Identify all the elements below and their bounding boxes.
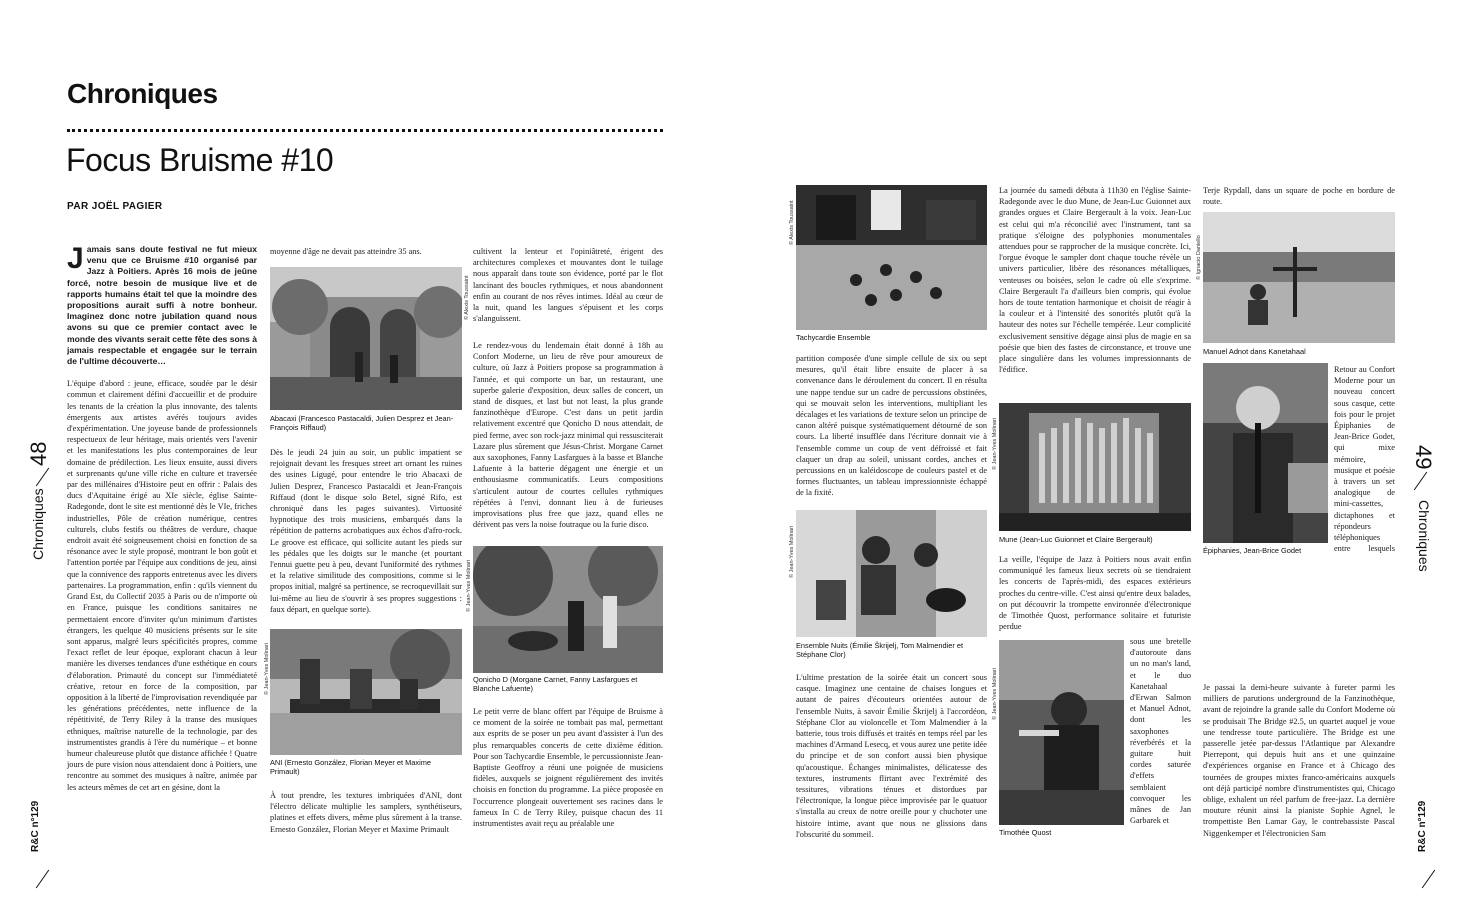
lead-paragraph [67, 244, 257, 367]
page-number-slash-right [1414, 472, 1427, 491]
magazine-issue-right: R&C n°129 [1417, 800, 1428, 852]
dropcap: J [67, 242, 84, 275]
lead-text: amais sans doute festival ne fut mieux venu que ce Bruisme #10 organisé par Jazz à Poitiers. Après 16 mois de jeûne forcé, notre besoin de musique live et de rapports humains était tel que la moindre des propositions aurait suffi à notre bonheur. Imaginez donc notre jubilation quand nous avons su que ce premier contact avec le monde des vivants serait cette fête des sons à jamais respectable et engagée sur le terrain de l'ultime découverte… [67, 244, 257, 367]
photo-qonicho-caption: Qonicho D (Morgane Carnet, Fanny Lasfargues et Blanche Lafuente) [473, 675, 638, 694]
photo-kanetahaal [1203, 212, 1395, 343]
magazine-issue: R&C n°129 [30, 800, 41, 852]
column-1 [67, 244, 257, 804]
column-1-paragraph: L'équipe d'abord : jeune, efficace, soudée par le désir commun et clairement défini d'accueillir et de produire les tenants de la création la plus innovante, des talents émergents aux artistes avérés toujours avides d'expérimentation. Une joyeuse bande de professionnels respectueux de leur héritage, mais orientés vers l'avenir et les manifestations les plus contemporaines de leur domaine de prédilection. Les lieux ensuite, aussi divers et surprenants qu'une ville riche en culture et traversée par des millénaires d'Histoire peut en offrir : Palais des ducs d'Aquitaine érigé au XIe siècle, église Sainte-Radegonde, dont le site est mentionné dès le VIe, friches industrielles, Pôle de création numérique, centres culturels, clubs festifs ou théâtres de verdure, chaque endroit avait été soigneusement choisi en fonction de sa résonance avec le style proposé, montrant le bon goût et l'attention portée par l'équipe aux conditions de jeu, ainsi que la connivence des rapports entretenus avec les divers partenaires. La programmation, enfin : qu'ils viennent du Grand Est, du Collectif 2035 à Paris ou de n'importe où en France, puisque les conditions sanitaires ne permettaient encore d'inviter qu'un minimum d'artistes étrangers, les quelque 40 musiciens présents sur le site sont apparus, malgré leurs spécificités propres, comme l'exact reflet de leur époque, explorant chacun à leur manière les diverses tendances d'une esthétique en cours d'élaboration. Primauté du concept sur l'immédiateté créative, retour en force de la composition, par opposition à la liberté de l'improvisation revendiquée par les générations précédentes, nette influence de la répétitivité, de Terry Riley à la transe des musiques ethniques, maîtrise naturelle de la technologie, par des instrumentistes grandis à l'ère du numérique – et bonne humeur chaleureuse plutôt que distance affichée ! Quatre jours de pure vision nous attendaient donc à Poitiers, une rencontre au sommet des musiques à naître, animée par les acteurs mêmes de cet art en gésine, dont la [67, 379, 257, 792]
column-4-paragraph-1: partition composée d'une simple cellule de six ou sept mesures, qu'il était libre ensuite de placer à sa convenance dans le déroulement du concert. Il en résulta une nappe tendue sur un cadre de percussions obstinées, qui se mouvait selon les interventions, multipliant les décalages et les variations de texture selon un principe de canon altéré puisque systématiquement détourné de son cours. La liberté insufflée dans l'écriture donnait vie à l'ensemble comme un coup de vent défroissé et fait claquer un drap au soleil, unissant cordes, anches et percussions en un kaléidoscope de couleurs pastel et de formes fluctuantes, un tableau impressionniste échappé de la fixité. [796, 354, 987, 498]
photo-timothee-quost [999, 640, 1124, 825]
page-number-right: 49 [1411, 445, 1436, 470]
photo-tachycardie-caption: Tachycardie Ensemble [796, 333, 871, 342]
photo-epiphanies [1203, 363, 1328, 543]
photo-mune [999, 403, 1191, 531]
column-5-narrow: sous une bretelle d'autoroute dans un no man's land, et le duo Kanetahaal d'Erwan Salmon et Manuel Adnot, dont les saxophones réverbérés et la guitare huit cordes saturée d'effets semblaient convoquer les mânes de Jan Garbarek et [1130, 637, 1191, 826]
page-number: 48 [26, 441, 51, 466]
photo-tachycardie-credit: © Alexis Toussaint [789, 200, 795, 245]
column-2-bottom: À tout prendre, les textures imbriquées d'ANI, dont l'électro délicate multiplie les samplers, synthétiseurs, platines et effets divers, même plus sûrement à la transe. Ernesto González, Florian Meyer et Maxime Primault [270, 791, 462, 834]
photo-abacaxi [270, 267, 462, 410]
photo-timothee-caption: Timothée Quost [999, 828, 1052, 837]
column-6-top: Terje Rypdall, dans un square de poche en bordure de route. [1203, 186, 1395, 207]
page-number-slash [36, 468, 49, 487]
column-4-paragraph-2: L'ultime prestation de la soirée était un concert sous casque. Imaginez une centaine de chaises longues et autant de paires d'écouteurs orientées autour de l'ensemble Nuits, à savoir Émilie Škrijelj à l'accordéon, Stéphane Clor au violoncelle et Tom Malmendier à la batterie, tous trois diffusés et traités en temps réel par les machines d'Armand Lesecq, et vous aurez une petite idée du principe et de son confort aussi bien physique qu'acoustique. Échanges minimalistes, délicatesse des textures, instruments flirtant avec l'extrémité des tessitures, vibrations ténues et distordues par l'électronique, la longue pièce improvisée par le quatuor s'installa au creux de notre oreille pour y chuchoter une histoire intime, avant que nous ne glissions dans l'obscurité du sommeil. [796, 673, 987, 839]
side-section-label-right: Chroniques [1416, 500, 1432, 572]
column-3-paragraph-1: cultivent la lenteur et l'opiniâtreté, érigent des architectures complexes et mouvantes dont le tuilage nous apparaît dans toute son évidence, porté par le flot lancinant des boucles rythmiques, et nous abandonnent enfin au courant de nos rêves intimes. Idéal au cœur de la nuit, quand les langues s'épuisent et les corps s'alanguissent. [473, 247, 663, 324]
photo-abacaxi-caption: Abacaxi (Francesco Pastacaldi, Julien Desprez et Jean-François Riffaud) [270, 414, 454, 433]
title-divider [67, 129, 663, 132]
photo-abacaxi-credit: © Alexis Toussaint [464, 275, 470, 320]
photo-ani-caption: ANI (Ernesto González, Florian Meyer et Maxime Primault) [270, 758, 432, 777]
column-2-paragraph: Dès le jeudi 24 juin au soir, un public impatient se rejoignait devant les fresques street art ornant les ruines des usines Ligugé, pour entendre le trio Abacaxi de Julien Desprez, Francesco Pastacaldi et Jean-François Riffaud (dont le disque solo Betel, signé Rifo, est chroniqué dans les pages suivantes). Virtuosité hypnotique des trois musiciens, embarqués dans la répétition de patterns acrobatiques aux échos d'afro-rock. Le groove est efficace, qui sollicite autant les pieds sur les pédales que les doigts sur le manche (et pourtant l'ennui guette peu à peu, devant l'uniformité des rythmes et la relative similitude des compositions, comme si le propos initial, malgré sa pertinence, se recroquevillait sur lui-même au lieu de s'ouvrir à ses propres suggestions : faux départ, en quelque sorte). [270, 448, 462, 614]
photo-ensemble-nuits-caption: Ensemble Nuits (Émilie Škrijelj, Tom Malmendier et Stéphane Clor) [796, 641, 964, 660]
photo-mune-caption: Mune (Jean-Luc Guionnet et Claire Bergerault) [999, 535, 1153, 544]
column-3-paragraph-2: Le rendez-vous du lendemain était donné à 18h au Confort Moderne, un lieu de rêve pour amoureux de culture, où Jazz à Poitiers propose sa programmation à l'année, et qui comporte un bar, un restaurant, une superbe galerie d'exposition, deux salles de concert, un stand de disques, et last but not least, la plus grande fanzinothèque d'Europe. C'est dans un petit jardin relativement excentré que Qonicho D nous attendait, de pied ferme, avec son rock-jazz minimal qui ressusciterait Lazare plus sûrement que Jésus-Christ. Morgane Carnet aux saxophones, Fanny Lasfargues à la basse et Blanche Lafuente à la batterie dégagent une énergie et un enthousiasme communicatifs. Leurs compositions s'articulent autour de courtes cellules rythmiques répétées à l'envi, donnant lieu à de furieuses improvisations plus free que jazz, quand elles ne dérivent pas vers la noise foutraque ou la furie disco. [473, 341, 663, 530]
photo-ensemble-nuits [796, 510, 987, 637]
photo-epiphanies-caption: Épiphanies, Jean-Brice Godet [1203, 546, 1302, 555]
column-6-narrow: Retour au Confort Moderne pour un nouveau concert sous casque, cette fois pour le projet Épiphanies de Jean-Brice Godet, qui mixe mémoire, musique et poésie à travers un set analogique de mini-cassettes, dictaphones et répondeurs téléphoniques entre lesquels [1334, 365, 1395, 554]
column-5-paragraph-2: La veille, l'équipe de Jazz à Poitiers nous avait enfin communiqué les fameux lieux secrets où se tiendraient les concerts de l'après-midi, des espaces extérieurs proches du centre-ville. C'est ainsi qu'entre deux balades, on put découvrir la trompette environnée d'électronique de Timothée Quost, performance solitaire et futuriste perdue [999, 555, 1191, 632]
photo-kanetahaal-credit: © Ignacio Daniello [1196, 235, 1202, 280]
photo-tachycardie [796, 185, 987, 330]
article-byline: PAR JOËL PAGIER [67, 201, 163, 212]
side-section-label: Chroniques [30, 488, 46, 560]
footer-slash [36, 870, 49, 889]
photo-mune-credit: © Jean-Yves Molinari [992, 417, 998, 470]
photo-ani-credit: © Jean-Yves Molinari [264, 642, 270, 695]
photo-timothee-credit: © Jean-Yves Molinari [992, 667, 998, 720]
column-2-top: moyenne d'âge ne devait pas atteindre 35 ans. [270, 247, 422, 256]
section-title: Chroniques [67, 78, 218, 109]
footer-slash-right [1422, 870, 1435, 889]
photo-qonicho-credit: © Jean-Yves Molinari [466, 559, 472, 612]
photo-ensemble-nuits-credit: © Jean-Yves Molinari [789, 525, 795, 578]
column-6-paragraph-2: Je passai la demi-heure suivante à fureter parmi les milliers de parutions underground de la Fanzinothèque, avant de rejoindre la grande salle du Confort Moderne où se produisait The Bridge #2.5, un quartet auquel je voue une tendresse toute particulière. The Bridge est une passerelle jetée par-dessus l'Atlantique par Alexandre Pierrepont, qui depuis huit ans et une quinzaine d'expériences organise en France et à Chicago des tournées de groupes mixtes franco-américains auxquels ont déjà participé nombre d'instrumentistes qui, Chicago oblige, exhalent un réel parfum de free-jazz. La dernière mouture réunit ainsi la pianiste Sophie Agnel, le trompettiste Ben Lamar Gay, le contrebassiste Pascal Niggenkemper et l'électronicien Sam [1203, 683, 1395, 838]
photo-kanetahaal-caption: Manuel Adnot dans Kanetahaal [1203, 347, 1306, 356]
article-title: Focus Bruisme #10 [66, 142, 334, 178]
column-5-paragraph-1: La journée du samedi débuta à 11h30 en l'église Sainte-Radegonde avec le duo Mune, de Jean-Luc Guionnet aux grandes orgues et Claire Bergerault à la voix. Jean-Luc est celui qui m'a réconcilié avec l'instrument, tant sa pratique s'éloigne des polyphonies monumentales attendues pour se rapprocher de la musique concrète. Ici, l'orgue évoque le sampler dont chaque touche révèle un univers particulier, libère des résonances métalliques, venteuses ou boisées, selon le cadre où elle s'exprime. Claire Bergerault l'a d'ailleurs bien compris, qui évolue hors de toute tentation harmonique et choisit de réagir à la couleur et à l'intensité des sonorités plutôt qu'à la hauteur des notes sur l'échelle tempérée. Leur complicité exclusivement sensitive dégage ainsi plus de magie en sa poésie que bien des fastes de circonstance, et trouve une place singulière dans les volumes impressionnants de l'édifice. [999, 186, 1191, 375]
photo-qonicho-d [473, 546, 663, 673]
photo-ani [270, 629, 462, 755]
column-3-paragraph-3: Le petit verre de blanc offert par l'équipe de Bruisme à ce moment de la soirée ne tombait pas mal, permettant aux esprits de se poser un peu avant d'assister à l'un des plus remarquables concerts de cette dixième édition. Pour son Tachycardie Ensemble, le percussionniste Jean-Baptiste Geoffroy a réuni une poignée de musiciens fidèles, auxquels se joignent régulièrement des invités choisis en fonction du programme. La pièce proposée en l'occurrence plongeait ouvertement ses racines dans le fameux In C de Terry Riley, puisque chacun des 11 instrumentistes avait reçu au préalable une [473, 707, 663, 829]
